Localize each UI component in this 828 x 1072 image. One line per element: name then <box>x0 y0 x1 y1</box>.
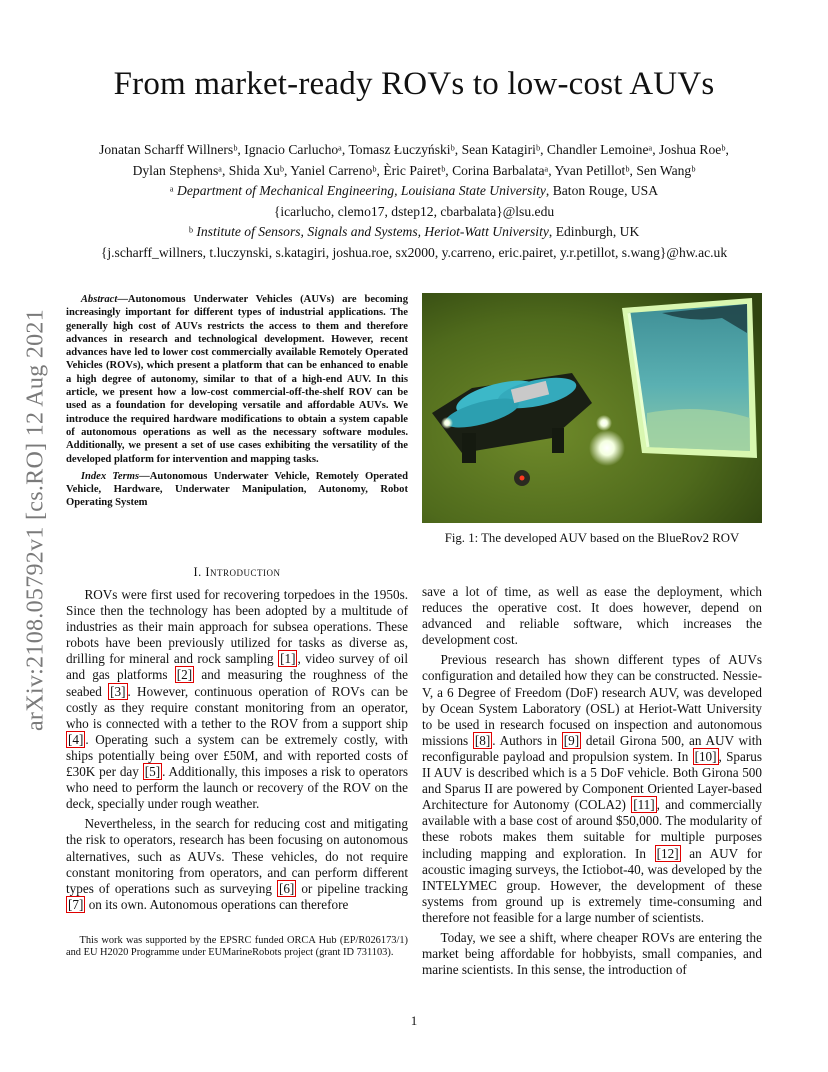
text-run: . Additionally, this imposes a risk to operators who need to perform the launch or recovery of the ROV on the deck, specially under rough weather. <box>66 764 408 812</box>
text-run: ROVs were first used for recovering torpedoes in the 1950s. Since then the technology has been adopted by a multitude of industries as their main approach for subsea operations. These robots have been previously utilized for tasks as diverse as, drilling for mineral and rock sampling <box>66 587 408 667</box>
citation-link[interactable]: [2] <box>176 667 193 683</box>
intro-paragraph-3 <box>422 652 762 926</box>
affiliation-b-mark: ᵇ <box>188 224 197 239</box>
rov-light-glow <box>589 430 625 466</box>
affiliation-b-emails: {j.scharff_willners, t.luczynski, s.katagiri, joshua.roe, sx2000, y.carreno, eric.pairet, y.r.petillot, s.wang}@hw.ac.uk <box>100 244 728 260</box>
abstract <box>66 293 408 514</box>
intro-paragraph-1 <box>66 587 408 812</box>
section-heading <box>66 565 408 580</box>
citation-link[interactable]: [5] <box>144 764 161 780</box>
citation-link[interactable]: [8] <box>474 732 491 748</box>
arxiv-sidebar <box>22 280 50 760</box>
figure-1-photo <box>422 293 762 523</box>
text-run: Nevertheless, in the search for reducing cost and mitigating the risk to operators, research has been focusing on autonomous alternatives, such as AUVs. These vehicles, do not require constant monitoring from operators, and can perform different types of operations such as surveying <box>66 816 408 896</box>
paper-title: From market-ready ROVs to low-cost AUVs <box>113 66 715 102</box>
index-terms-label: Index Terms <box>80 470 140 482</box>
abstract-text: —Autonomous Underwater Vehicles (AUVs) are becoming increasingly important for different types of industrial applications. The generally high cost of AUVs restricts the access to them and therefore advances in research and technological development. However, recent advances have led to lower cost commercially available Remotely Operated Vehicles (ROVs), which present a platform that can be enhanced to enable a high degree of autonomy, similar to that of a high-end AUV. In this article, we present how a low-cost commercial-off-the-shelf ROV can be used as a foundation for developing versatile and affordable AUVs. We introduce the required hardware modifications to obtain a system capable of autonomous operations as well as the necessary software modules. Additionally, we present a set of use cases exhibiting the versatility of the developed platform for intervention and mapping tasks. <box>66 294 408 465</box>
intro-paragraph-2 <box>66 816 408 913</box>
text-run: , Sparus II AUV is described which is a 5 DoF vehicle. Both Girona 500 and Sparus II are powered by Component Oriented Layer-based Architecture for Autonomy (COLA2) <box>422 748 763 813</box>
affiliation-a-emails: {icarlucho, clemo17, dstep12, cbarbalata}@lsu.edu <box>273 203 555 219</box>
section-number: I. <box>193 565 206 579</box>
text-run: an AUV for acoustic imaging surveys, the Ictiobot-40, was developed by the INTELYMEC group. However, the development of these systems from ground up is extremely time-consuming and therefore not feasible for a large number of scientists. <box>422 845 762 925</box>
text-run: on its own. Autonomous operations can therefore <box>85 896 349 912</box>
author-list-line-1: Jonatan Scharff Willnersᵇ, Ignacio Carluchoᵃ, Tomasz Łuczyńskiᵇ, Sean Katagiriᵇ, Chandler Lemoineᵃ, Joshua Roeᵇ, <box>99 142 729 157</box>
text-run: . Operating such a system can be extremely costly, with ships potentially being over £50M, and with reported costs of £30K per day <box>66 731 408 780</box>
figure-1-caption: Fig. 1: The developed AUV based on the BlueRov2 ROV <box>444 531 740 545</box>
citation-link[interactable]: [12] <box>656 845 679 861</box>
author-block <box>40 140 788 263</box>
text-run: , video survey of oil and gas platforms <box>66 651 408 683</box>
text-run: , and commercially available with a base cost of around $50,000. The modularity of these robots makes them suitable for multiple purposes including mapping and exploration. In <box>422 797 762 861</box>
citation-link[interactable]: [10] <box>694 748 717 764</box>
funding-footnote <box>66 935 408 960</box>
citation-link[interactable]: [1] <box>280 651 296 667</box>
affiliation-a <box>40 181 788 202</box>
affiliation-a-location: , Baton Rouge, USA <box>545 183 659 198</box>
text-run: or pipeline tracking <box>296 880 408 896</box>
citation-link[interactable]: [4] <box>68 731 84 747</box>
page-number: 1 <box>410 1013 418 1028</box>
intro-paragraph-continued: save a lot of time, as well as ease the deployment, which reduces the operative cost. It does however, depend on advanced and reliable software, which increases the development cost. <box>422 584 762 648</box>
intro-paragraph-4: Today, we see a shift, where cheaper ROVs are entering the market being affordable for hobbyists, small companies, and marine scientists. In this sense, the introduction of <box>422 929 762 978</box>
left-column-body <box>66 587 408 917</box>
text-run: detail Girona 500, an AUV with reconfigurable payload and propulsion system. In <box>422 732 762 764</box>
citation-link[interactable]: [6] <box>278 880 295 896</box>
abstract-label: Abstract <box>80 294 118 305</box>
text-run: and measuring the roughness of the seabed <box>66 667 408 699</box>
section-title: Introduction <box>205 565 281 579</box>
text-run: Previous research has shown different types of AUVs configuration and detailed how they can be constructed. Nessie-V, a 6 Degree of Freedom (DoF) research AUV, was developed by Ocean System Laboratory (OSL) at Heriot-Watt University to be used in research focused on inspection and autonomous missions <box>422 652 762 748</box>
text-run: . However, continuous operation of ROVs can be costly as they require constant monitoring from an operator, who is connected with a tether to the ROV from a support ship <box>66 683 408 731</box>
affiliation-a-name: Department of Mechanical Engineering, Louisiana State University <box>177 183 546 198</box>
right-column-body <box>422 584 762 982</box>
author-list-line-2: Dylan Stephensᵃ, Shida Xuᵇ, Yaniel Carrenoᵇ, Èric Pairetᵇ, Corina Barbalataᵃ, Yvan Petillotᵇ, Sen Wangᵇ <box>132 162 696 178</box>
funding-footnote-text: This work was supported by the EPSRC funded ORCA Hub (EP/R026173/1) and EU H2020 Programme under EUMarineRobots project (grant ID 731103). <box>66 935 408 959</box>
affiliation-b <box>40 222 788 243</box>
affiliation-b-name: Institute of Sensors, Signals and Systems, Heriot-Watt University <box>196 224 549 239</box>
citation-link[interactable]: [3] <box>110 683 126 699</box>
index-terms-text: —Autonomous Underwater Vehicle, Remotely Operated Vehicle, Hardware, Underwater Manipulation, Autonomy, Robot Operating System <box>66 470 408 509</box>
arxiv-identifier: arXiv:2108.05792v1 [cs.RO] 12 Aug 2021 <box>22 308 49 732</box>
citation-link[interactable]: [9] <box>563 732 580 748</box>
affiliation-b-location: , Edinburgh, UK <box>548 224 640 239</box>
citation-link[interactable]: [7] <box>68 896 84 912</box>
text-run: . Authors in <box>492 732 562 748</box>
affiliation-a-mark: ᵃ <box>169 183 178 198</box>
citation-link[interactable]: [11] <box>633 797 655 813</box>
